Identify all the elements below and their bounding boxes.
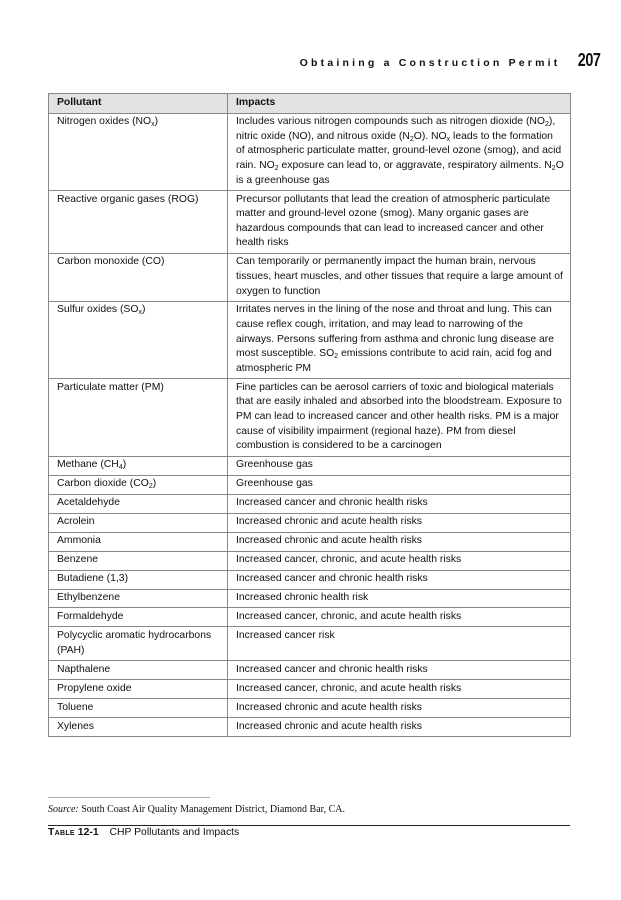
pollutant-cell: Sulfur oxides $(SO_x)$ [49, 301, 228, 378]
page-number: 207 [578, 50, 601, 70]
table-header-row [49, 94, 571, 114]
pollutant-cell: Ammonia [49, 532, 228, 551]
table-row [49, 718, 571, 737]
pollutant-cell: Ethylbenzene [49, 589, 228, 608]
subscript: 4 [118, 464, 123, 472]
table-header [49, 94, 571, 114]
source-label: Source: [48, 804, 79, 815]
impact-cell: Increased cancer risk [228, 627, 571, 661]
table-row [49, 589, 571, 608]
subscript: 2 [334, 353, 339, 361]
pollutant-cell: Butadiene (1,3) [49, 570, 228, 589]
subscript: 2 [148, 483, 153, 491]
column-header-pollutant: Pollutant [49, 94, 228, 114]
pollutant-cell: Methane $(CH_4)$ [49, 456, 228, 475]
caption-title: CHP Pollutants and Impacts [109, 827, 240, 838]
table-row [49, 113, 571, 190]
impact-cell: Increased cancer and chronic health risks [228, 661, 571, 680]
subscript: x [446, 135, 451, 143]
caption-label: Table [48, 827, 75, 838]
source-divider [48, 797, 210, 798]
impact-cell: Precursor pollutants that lead the creation of atmospheric particulate matter and ground-level ozone (smog). Many organic gases are hazardous compounds that can lead to increased cancer and other health risks [228, 190, 571, 253]
pollutant-cell: Toluene [49, 699, 228, 718]
table-caption [48, 827, 239, 838]
impact-cell: Increased chronic and acute health risks [228, 532, 571, 551]
table-row [49, 513, 571, 532]
impact-cell: Includes various nitrogen compounds such as nitrogen dioxide $(NO_2)$, nitric oxide (NO), and nitrous oxide $(N_2O)$. $NO_x$ leads to the formation of atmospheric particulate matter, ground-level ozone (smog), and acid rain. $NO_2$ exposure can lead to, or aggravate, respiratory ailments. $N_2O$ is a greenhouse gas [228, 113, 571, 190]
impact-cell: Increased chronic and acute health risks [228, 513, 571, 532]
impact-cell: Increased chronic and acute health risks [228, 718, 571, 737]
subscript: x [151, 121, 155, 129]
pollutant-cell: Xylenes [49, 718, 228, 737]
table-row [49, 608, 571, 627]
impact-cell: Increased chronic and acute health risks [228, 699, 571, 718]
table-row [49, 680, 571, 699]
pollutant-cell: Particulate matter (PM) [49, 379, 228, 456]
table-row [49, 494, 571, 513]
pollutant-cell: Propylene oxide [49, 680, 228, 699]
table-row [49, 699, 571, 718]
subscript: 2 [274, 164, 279, 172]
pollutant-cell: Polycyclic aromatic hydrocarbons (PAH) [49, 627, 228, 661]
source-text: South Coast Air Quality Management District, Diamond Bar, CA. [81, 804, 345, 815]
table-row [49, 661, 571, 680]
running-title: Obtaining a Construction Permit [299, 57, 561, 69]
caption-number: 12-1 [77, 827, 99, 838]
source-note [48, 804, 345, 815]
table-body [49, 113, 571, 736]
impact-cell: Increased cancer, chronic, and acute health risks [228, 551, 571, 570]
table-row [49, 253, 571, 301]
pollutant-cell: Reactive organic gases (ROG) [49, 190, 228, 253]
subscript: 2 [409, 135, 414, 143]
subscript: 2 [545, 121, 549, 129]
table-row [49, 551, 571, 570]
table-row [49, 475, 571, 494]
caption-rule [48, 825, 570, 826]
impact-cell: Irritates nerves in the lining of the nose and throat and lung. This can cause reflex cough, irritation, and may lead to narrowing of the airways. Persons suffering from asthma and chronic lung disease are most susceptible. $SO_2$ emissions contribute to acid rain, acid fog and atmospheric PM [228, 301, 571, 378]
pollutant-cell: Acetaldehyde [49, 494, 228, 513]
running-head [300, 50, 601, 72]
subscript: x [138, 309, 142, 317]
pollutant-cell: Carbon dioxide $(CO_2)$ [49, 475, 228, 494]
impact-cell: Increased cancer, chronic, and acute health risks [228, 680, 571, 699]
impact-cell: Greenhouse gas [228, 456, 571, 475]
impact-cell: Increased cancer, chronic, and acute health risks [228, 608, 571, 627]
impact-cell: Increased cancer and chronic health risks [228, 570, 571, 589]
impact-cell: Increased cancer and chronic health risks [228, 494, 571, 513]
table-row [49, 379, 571, 456]
table-row [49, 532, 571, 551]
table-row [49, 190, 571, 253]
pollutant-cell: Napthalene [49, 661, 228, 680]
pollutant-cell: Nitrogen oxides $(NO_x)$ [49, 113, 228, 190]
pollutant-cell: Acrolein [49, 513, 228, 532]
impact-cell: Fine particles can be aerosol carriers of toxic and biological materials that are easily inhaled and absorbed into the bloodstream. Exposure to PM can lead to increased cancer and other health risks. PM is a major cause of visibility impairment (regional haze). PM from diesel combustion is considered to be a carcinogen [228, 379, 571, 456]
impact-cell: Increased chronic health risk [228, 589, 571, 608]
table-row [49, 627, 571, 661]
table-row [49, 301, 571, 378]
table-row [49, 570, 571, 589]
pollutant-cell: Benzene [49, 551, 228, 570]
impact-cell: Can temporarily or permanently impact the human brain, nervous tissues, heart muscles, and other tissues that require a large amount of oxygen to function [228, 253, 571, 301]
pollutant-cell: Formaldehyde [49, 608, 228, 627]
subscript: 2 [551, 164, 556, 172]
column-header-impacts: Impacts [228, 94, 571, 114]
table-row [49, 456, 571, 475]
pollutants-table [48, 93, 571, 737]
impact-cell: Greenhouse gas [228, 475, 571, 494]
pollutant-cell: Carbon monoxide (CO) [49, 253, 228, 301]
